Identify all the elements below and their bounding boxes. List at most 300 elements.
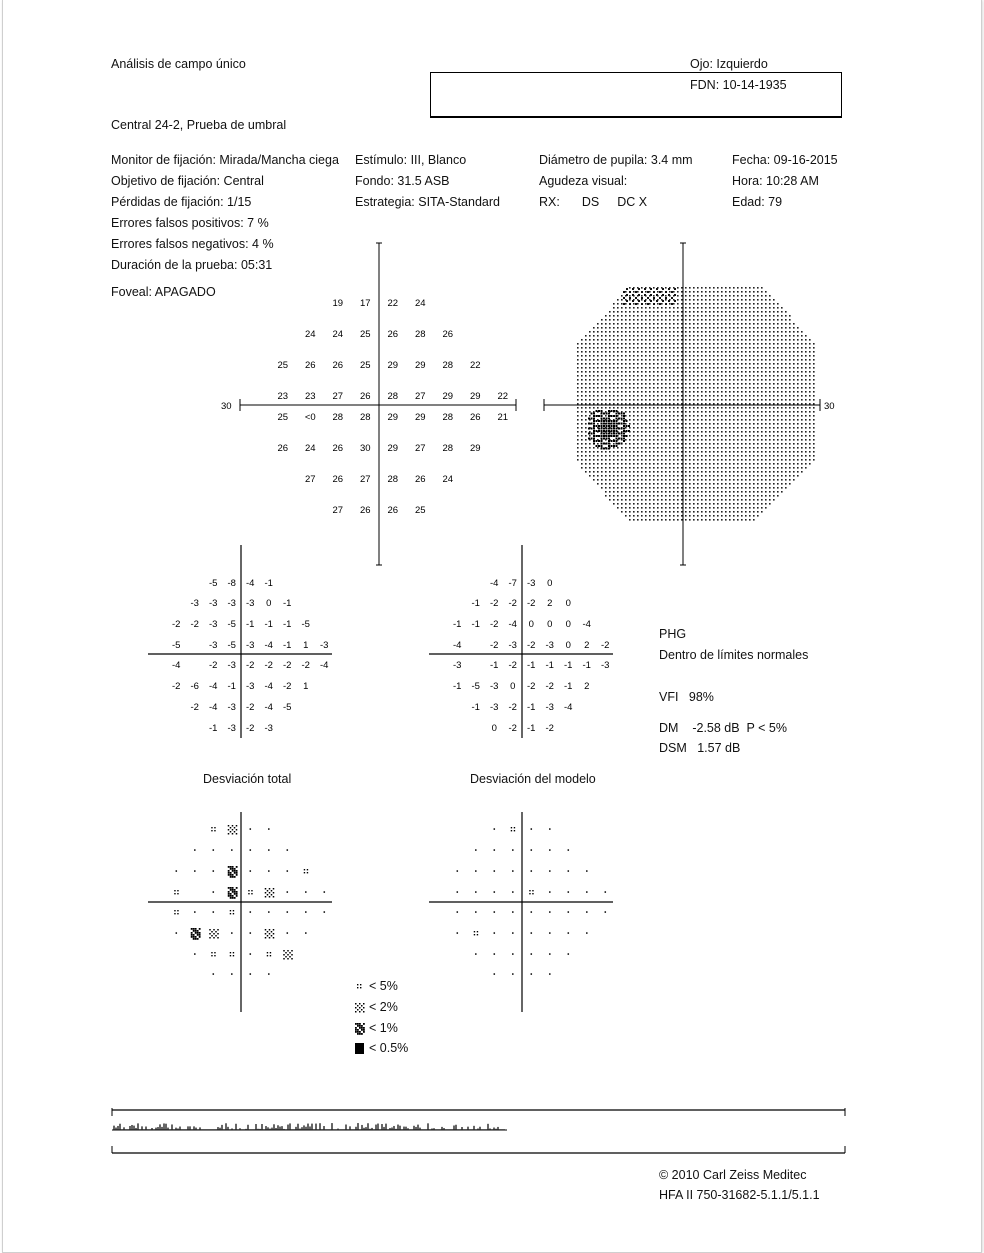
grayscale-dot <box>673 459 675 461</box>
grayscale-dot <box>629 415 631 417</box>
threshold-value: 26 <box>359 391 371 402</box>
grayscale-dot <box>701 479 703 481</box>
grayscale-dot <box>577 375 579 377</box>
grayscale-dot <box>713 311 715 313</box>
grayscale-dot <box>765 431 767 433</box>
grayscale-dot <box>769 351 771 353</box>
false-neg: Errores falsos negativos: 4 % <box>111 237 274 251</box>
blind-spot-dot <box>606 443 608 445</box>
grayscale-dot <box>653 359 655 361</box>
grayscale-dot <box>661 359 663 361</box>
grayscale-dot <box>617 363 619 365</box>
grayscale-dot <box>681 395 683 397</box>
td-prob-symbol <box>214 955 215 956</box>
grayscale-dot <box>785 383 787 385</box>
grayscale-dot <box>641 407 643 409</box>
grayscale-dot <box>705 427 707 429</box>
grayscale-dot <box>697 375 699 377</box>
grayscale-dot <box>753 371 755 373</box>
grayscale-dot <box>701 291 703 293</box>
pd-prob-symbol <box>549 911 551 913</box>
grayscale-dot <box>661 339 663 341</box>
td-prob-symbol <box>236 872 238 874</box>
threshold-value: 26 <box>359 505 371 516</box>
grayscale-dot <box>605 487 607 489</box>
legend-p1-icon <box>361 1033 363 1035</box>
grayscale-dot <box>677 411 679 413</box>
grayscale-dot <box>777 351 779 353</box>
grayscale-dot <box>713 459 715 461</box>
grayscale-dark-dot <box>626 294 628 296</box>
grayscale-dot <box>641 323 643 325</box>
grayscale-dot <box>745 359 747 361</box>
grayscale-dot <box>793 399 795 401</box>
grayscale-dot <box>769 443 771 445</box>
td-prob-symbol <box>250 828 252 830</box>
grayscale-dot <box>729 399 731 401</box>
grayscale-dot <box>633 355 635 357</box>
grayscale-dot <box>589 411 591 413</box>
grayscale-dot <box>629 515 631 517</box>
grayscale-dot <box>721 323 723 325</box>
grayscale-dot <box>633 487 635 489</box>
grayscale-dot <box>649 403 651 405</box>
grayscale-dot <box>629 451 631 453</box>
grayscale-dot <box>793 411 795 413</box>
grayscale-dot <box>661 519 663 521</box>
grayscale-dot <box>769 447 771 449</box>
grayscale-dot <box>701 375 703 377</box>
grayscale-dot <box>621 455 623 457</box>
grayscale-dot <box>633 503 635 505</box>
grayscale-dot <box>789 351 791 353</box>
grayscale-dot <box>725 479 727 481</box>
grayscale-dot <box>589 435 591 437</box>
grayscale-dot <box>633 311 635 313</box>
grayscale-dot <box>769 423 771 425</box>
grayscale-dot <box>785 339 787 341</box>
grayscale-dot <box>757 499 759 501</box>
grayscale-dot <box>709 419 711 421</box>
threshold-axis-left-label: 30 <box>221 401 232 412</box>
grayscale-dot <box>597 407 599 409</box>
grayscale-dot <box>721 303 723 305</box>
grayscale-dot <box>805 411 807 413</box>
grayscale-dot <box>669 487 671 489</box>
grayscale-dot <box>609 347 611 349</box>
blind-spot-dot <box>596 420 598 422</box>
grayscale-dot <box>625 351 627 353</box>
grayscale-dot <box>725 331 727 333</box>
grayscale-dot <box>753 375 755 377</box>
legend-p5-icon <box>357 984 358 985</box>
blind-spot-dot <box>616 423 618 425</box>
pd-prob-symbol <box>512 870 514 872</box>
grayscale-dot <box>669 423 671 425</box>
grayscale-dot <box>797 367 799 369</box>
grayscale-dot <box>789 331 791 333</box>
grayscale-dot <box>713 471 715 473</box>
grayscale-dot <box>653 459 655 461</box>
grayscale-dot <box>725 487 727 489</box>
threshold-value: 27 <box>359 474 371 485</box>
grayscale-dot <box>757 495 759 497</box>
grayscale-dot <box>725 491 727 493</box>
grayscale-dot <box>621 507 623 509</box>
grayscale-dot <box>769 407 771 409</box>
grayscale-dot <box>645 431 647 433</box>
grayscale-dot <box>677 367 679 369</box>
grayscale-dot <box>613 487 615 489</box>
grayscale-dot <box>641 339 643 341</box>
td-prob-symbol <box>285 952 287 954</box>
grayscale-dot <box>693 307 695 309</box>
blind-spot-dot <box>603 443 605 445</box>
td-prob-symbol <box>234 876 236 878</box>
grayscale-dot <box>805 355 807 357</box>
grayscale-dot <box>641 411 643 413</box>
td-prob-symbol <box>265 888 267 890</box>
grayscale-dot <box>621 479 623 481</box>
grayscale-dot <box>585 343 587 345</box>
grayscale-dot <box>733 295 735 297</box>
grayscale-dot <box>745 303 747 305</box>
grayscale-dot <box>665 315 667 317</box>
grayscale-dot <box>773 331 775 333</box>
grayscale-dot <box>761 299 763 301</box>
grayscale-dot <box>709 427 711 429</box>
blind-spot-dot <box>603 413 605 415</box>
grayscale-dot <box>709 311 711 313</box>
legend-p05-icon <box>355 1043 364 1054</box>
grayscale-dot <box>633 499 635 501</box>
grayscale-dot <box>669 435 671 437</box>
grayscale-dot <box>581 395 583 397</box>
grayscale-dot <box>673 347 675 349</box>
grayscale-dot <box>681 387 683 389</box>
grayscale-dot <box>725 307 727 309</box>
grayscale-dot <box>709 291 711 293</box>
grayscale-dot <box>805 455 807 457</box>
pd-prob-symbol <box>568 932 570 934</box>
blind-spot-dot <box>613 423 615 425</box>
td-prob-symbol <box>234 827 236 829</box>
grayscale-dark-dot <box>632 300 634 302</box>
grayscale-dot <box>657 407 659 409</box>
grayscale-dot <box>793 423 795 425</box>
blind-spot-dot <box>608 410 610 412</box>
grayscale-dot <box>661 363 663 365</box>
grayscale-dot <box>749 511 751 513</box>
grayscale-dot <box>617 507 619 509</box>
td-prob-symbol <box>193 934 195 936</box>
grayscale-dot <box>669 503 671 505</box>
grayscale-dot <box>749 427 751 429</box>
grayscale-dot <box>621 451 623 453</box>
blind-spot-dot <box>603 428 605 430</box>
grayscale-dot <box>733 387 735 389</box>
grayscale-dot <box>649 331 651 333</box>
grayscale-dot <box>629 507 631 509</box>
grayscale-dot <box>641 443 643 445</box>
grayscale-dot <box>597 479 599 481</box>
grayscale-dot <box>689 319 691 321</box>
grayscale-dot <box>709 331 711 333</box>
grayscale-dot <box>757 483 759 485</box>
grayscale-dot <box>741 347 743 349</box>
grayscale-dot <box>757 431 759 433</box>
grayscale-dot <box>741 295 743 297</box>
grayscale-dot <box>705 399 707 401</box>
grayscale-dot <box>749 355 751 357</box>
grayscale-dot <box>745 311 747 313</box>
td-prob-symbol <box>248 893 249 894</box>
grayscale-dot <box>601 395 603 397</box>
grayscale-dot <box>773 439 775 441</box>
grayscale-dot <box>705 351 707 353</box>
grayscale-dot <box>705 463 707 465</box>
ght-value: Dentro de límites normales <box>659 648 809 662</box>
grayscale-dot <box>681 351 683 353</box>
blind-spot-dot <box>608 425 610 427</box>
grayscale-dot <box>801 367 803 369</box>
grayscale-dot <box>665 451 667 453</box>
grayscale-dot <box>665 435 667 437</box>
grayscale-dot <box>649 387 651 389</box>
grayscale-dot <box>741 483 743 485</box>
grayscale-dot <box>713 387 715 389</box>
grayscale-dot <box>725 347 727 349</box>
grayscale-dot <box>737 359 739 361</box>
grayscale-dot <box>781 471 783 473</box>
grayscale-dot <box>701 511 703 513</box>
grayscale-dot <box>785 359 787 361</box>
grayscale-dot <box>677 307 679 309</box>
grayscale-dot <box>641 467 643 469</box>
grayscale-dot <box>733 435 735 437</box>
blind-spot-dot <box>611 415 613 417</box>
grayscale-dot <box>613 403 615 405</box>
grayscale-dot <box>725 323 727 325</box>
grayscale-dot <box>781 475 783 477</box>
td-prob-symbol <box>230 876 232 878</box>
grayscale-dot <box>641 503 643 505</box>
grayscale-dot <box>773 367 775 369</box>
grayscale-dot <box>785 459 787 461</box>
grayscale-dot <box>673 339 675 341</box>
grayscale-dot <box>713 287 715 289</box>
grayscale-dot <box>761 475 763 477</box>
grayscale-dot <box>761 307 763 309</box>
td-prob-symbol <box>174 913 175 914</box>
td-prob-symbol <box>305 911 307 913</box>
grayscale-dot <box>789 367 791 369</box>
grayscale-dot <box>621 467 623 469</box>
grayscale-dot <box>745 343 747 345</box>
grayscale-dot <box>757 315 759 317</box>
grayscale-dot <box>609 359 611 361</box>
grayscale-dot <box>609 371 611 373</box>
td-prob-symbol <box>232 833 234 835</box>
grayscale-dot <box>593 479 595 481</box>
blind-spot-dot <box>621 438 623 440</box>
grayscale-dot <box>657 471 659 473</box>
grayscale-dot <box>613 319 615 321</box>
blind-spot-dot <box>613 415 615 417</box>
grayscale-dot <box>657 451 659 453</box>
grayscale-dot <box>677 319 679 321</box>
grayscale-dot <box>789 395 791 397</box>
grayscale-dot <box>661 447 663 449</box>
visual-acuity: Agudeza visual: <box>539 174 628 188</box>
grayscale-dot <box>737 503 739 505</box>
grayscale-dot <box>657 439 659 441</box>
threshold-value: 27 <box>332 505 344 516</box>
grayscale-dot <box>633 375 635 377</box>
grayscale-dot <box>781 319 783 321</box>
grayscale-dot <box>697 463 699 465</box>
grayscale-dot <box>593 399 595 401</box>
td-prob-symbol <box>199 934 201 936</box>
grayscale-dot <box>585 407 587 409</box>
grayscale-dot <box>809 395 811 397</box>
td-prob-symbol <box>236 870 238 872</box>
grayscale-dot <box>693 371 695 373</box>
grayscale-dot <box>681 503 683 505</box>
threshold-value: 29 <box>469 391 481 402</box>
grayscale-dot <box>673 391 675 393</box>
blind-spot-dot <box>616 425 618 427</box>
grayscale-dot <box>605 375 607 377</box>
grayscale-dot <box>777 403 779 405</box>
pd-prob-symbol <box>605 911 607 913</box>
grayscale-dot <box>589 399 591 401</box>
grayscale-dot <box>673 355 675 357</box>
grayscale-dot <box>685 363 687 365</box>
grayscale-dot <box>697 411 699 413</box>
grayscale-dot <box>693 367 695 369</box>
grayscale-dot <box>745 455 747 457</box>
td-prob-symbol <box>215 935 217 937</box>
grayscale-dot <box>645 387 647 389</box>
grayscale-dot <box>653 443 655 445</box>
grayscale-dot <box>677 295 679 297</box>
grayscale-dot <box>697 335 699 337</box>
grayscale-dot <box>757 327 759 329</box>
grayscale-dot <box>681 335 683 337</box>
blind-spot-dot <box>611 423 613 425</box>
td-prob-symbol <box>209 933 211 935</box>
grayscale-dot <box>717 447 719 449</box>
pd-prob-symbol <box>549 870 551 872</box>
grayscale-dot <box>705 375 707 377</box>
grayscale-dot <box>645 515 647 517</box>
grayscale-dot <box>729 511 731 513</box>
grayscale-dot <box>721 515 723 517</box>
grayscale-dot <box>773 495 775 497</box>
pd-value: -7 <box>508 578 517 589</box>
grayscale-dot <box>789 455 791 457</box>
blind-spot-dot <box>601 433 603 435</box>
grayscale-dot <box>781 447 783 449</box>
grayscale-dot <box>617 307 619 309</box>
grayscale-dot <box>681 435 683 437</box>
grayscale-dot <box>673 323 675 325</box>
grayscale-dot <box>677 391 679 393</box>
grayscale-dot <box>805 415 807 417</box>
td-prob-symbol <box>228 866 230 868</box>
grayscale-dot <box>581 379 583 381</box>
grayscale-dot <box>765 311 767 313</box>
grayscale-dot <box>753 479 755 481</box>
grayscale-dot <box>805 371 807 373</box>
grayscale-dot <box>605 471 607 473</box>
grayscale-dot <box>649 471 651 473</box>
grayscale-dot <box>721 483 723 485</box>
grayscale-dot <box>677 427 679 429</box>
blind-spot-dot <box>601 435 603 437</box>
grayscale-dot <box>729 311 731 313</box>
td-prob-symbol <box>176 932 178 934</box>
grayscale-dot <box>725 463 727 465</box>
grayscale-dot <box>689 443 691 445</box>
grayscale-dot <box>713 295 715 297</box>
grayscale-dot <box>761 507 763 509</box>
grayscale-dot <box>641 431 643 433</box>
grayscale-dot <box>773 371 775 373</box>
grayscale-dot <box>609 487 611 489</box>
grayscale-dot <box>737 311 739 313</box>
grayscale-dot <box>777 431 779 433</box>
grayscale-dot <box>793 475 795 477</box>
grayscale-dot <box>757 471 759 473</box>
grayscale-dot <box>657 463 659 465</box>
grayscale-dot <box>745 339 747 341</box>
grayscale-dot <box>625 495 627 497</box>
grayscale-dot <box>741 323 743 325</box>
grayscale-dot <box>577 391 579 393</box>
blind-spot-dot <box>603 438 605 440</box>
grayscale-dot <box>693 351 695 353</box>
grayscale-dot <box>769 479 771 481</box>
grayscale-dot <box>649 419 651 421</box>
grayscale-dot <box>685 491 687 493</box>
grayscale-dot <box>725 515 727 517</box>
grayscale-dot <box>633 359 635 361</box>
td-prob-symbol <box>233 955 234 956</box>
grayscale-dot <box>669 387 671 389</box>
grayscale-dot <box>677 359 679 361</box>
grayscale-dot <box>717 379 719 381</box>
grayscale-dot <box>757 287 759 289</box>
grayscale-dot <box>705 487 707 489</box>
grayscale-dot <box>593 455 595 457</box>
grayscale-dot <box>589 383 591 385</box>
grayscale-dot <box>673 427 675 429</box>
grayscale-dot <box>589 347 591 349</box>
blind-spot-dot <box>608 430 610 432</box>
grayscale-dot <box>661 327 663 329</box>
grayscale-dot <box>681 359 683 361</box>
grayscale-dot <box>721 495 723 497</box>
grayscale-dot <box>685 391 687 393</box>
grayscale-dot <box>745 387 747 389</box>
grayscale-dot <box>765 383 767 385</box>
grayscale-dot <box>789 479 791 481</box>
grayscale-dot <box>737 415 739 417</box>
grayscale-dot <box>697 355 699 357</box>
blind-spot-dot <box>616 445 618 447</box>
